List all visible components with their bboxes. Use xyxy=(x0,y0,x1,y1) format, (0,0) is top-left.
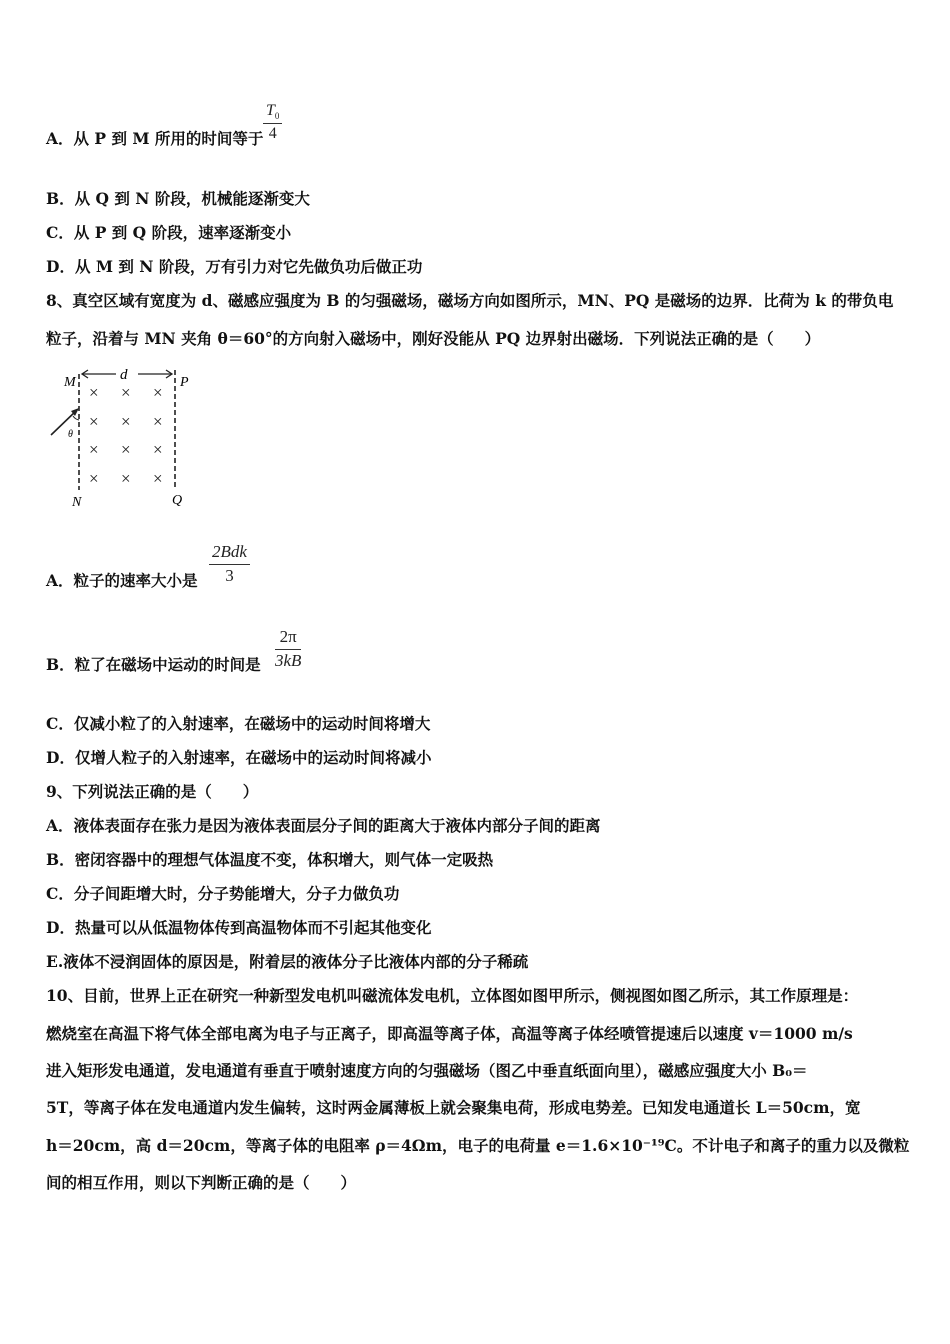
q8-magnetic-field-figure xyxy=(46,362,206,512)
cross-mark: × xyxy=(121,469,131,488)
q7-option-b: B．从 Q 到 N 阶段，机械能逐渐变大 xyxy=(46,189,310,208)
angle-arc xyxy=(73,416,79,420)
label-theta: θ xyxy=(68,429,73,440)
q8-option-a: A．粒子的速率大小是 xyxy=(46,571,198,590)
q9-stem: 9、下列说法正确的是（ ） xyxy=(46,782,259,801)
label-d: d xyxy=(120,367,128,383)
q7-option-a: A．从 P 到 M 所用的时间等于 xyxy=(46,129,264,148)
q8-option-c: C．仅减小粒了的入射速率，在磁场中的运动时间将增大 xyxy=(46,714,431,733)
cross-mark: × xyxy=(89,412,99,431)
q7-option-d: D．从 M 到 N 阶段，万有引力对它先做负功后做正功 xyxy=(46,257,423,276)
particle-path xyxy=(51,410,77,435)
q10-line3: 进入矩形发电通道，发电通道有垂直于喷射速度方向的匀强磁场（图乙中垂直纸面向里），磁感应强度大小 B₀＝ xyxy=(46,1061,808,1080)
q10-line4: 5T，等离子体在发电通道内发生偏转，这时两金属薄板上就会聚集电荷，形成电势差。已知发电通道长 L＝50cm，宽 xyxy=(46,1098,861,1117)
q8-option-b: B．粒了在磁场中运动的时间是 xyxy=(46,655,261,674)
cross-mark: × xyxy=(153,412,163,431)
q7-option-c: C．从 P 到 Q 阶段，速率逐渐变小 xyxy=(46,223,292,242)
cross-mark: × xyxy=(89,440,99,459)
q8-option-b-fraction xyxy=(275,627,301,671)
cross-mark: × xyxy=(89,469,99,488)
cross-mark: × xyxy=(153,383,163,402)
q8-option-a-fraction xyxy=(209,542,250,586)
q8-stem-line2: 粒子，沿着与 MN 夹角 θ＝60°的方向射入磁场中，刚好没能从 PQ 边界射出磁场．下列说法正确的是（ ） xyxy=(46,329,821,348)
label-p: P xyxy=(180,375,189,390)
fraction-numerator: 2π xyxy=(275,627,301,650)
cross-mark: × xyxy=(89,383,99,402)
label-m: M xyxy=(64,375,76,390)
fraction-denominator: 3 xyxy=(225,566,234,585)
fraction-denominator: 3kB xyxy=(275,651,302,670)
q10-line6: 间的相互作用，则以下判断正确的是（ ） xyxy=(46,1173,357,1192)
q7-option-a-fraction xyxy=(263,102,282,143)
q10-line5: h＝20cm，高 d＝20cm，等离子体的电阻率 ρ＝4Ωm，电子的电荷量 e＝1.6×10⁻¹⁹C。不计电子和离子的重力以及微粒 xyxy=(46,1136,910,1155)
field-crosses xyxy=(89,383,163,488)
fraction-numerator: $T_0$ xyxy=(263,102,282,124)
label-q: Q xyxy=(172,493,183,508)
q9-option-d: D．热量可以从低温物体传到高温物体而不引起其他变化 xyxy=(46,918,432,937)
q8-stem-line1: 8、真空区域有宽度为 d、磁感应强度为 B 的匀强磁场，磁场方向如图所示，MN、PQ 是磁场的边界．比荷为 k 的带负电 xyxy=(46,291,894,310)
q10-line1: 10、目前，世界上正在研究一种新型发电机叫磁流体发电机，立体图如图甲所示，侧视图如图乙所示，其工作原理是： xyxy=(46,986,859,1005)
cross-mark: × xyxy=(121,440,131,459)
cross-mark: × xyxy=(121,412,131,431)
cross-mark: × xyxy=(121,383,131,402)
q9-option-e: E.液体不浸润固体的原因是，附着层的液体分子比液体内部的分子稀疏 xyxy=(46,952,529,971)
q9-option-c: C．分子间距增大时，分子势能增大，分子力做负功 xyxy=(46,884,400,903)
q10-line2: 燃烧室在高温下将气体全部电离为电子与正离子，即高温等离子体，高温等离子体经喷管提速后以速度 v＝1000 m/s xyxy=(46,1024,853,1043)
fraction-denominator: 4 xyxy=(268,125,277,143)
q9-option-b: B．密闭容器中的理想气体温度不变，体积增大，则气体一定吸热 xyxy=(46,850,494,869)
q9-option-a: A．液体表面存在张力是因为液体表面层分子间的距离大于液体内部分子间的距离 xyxy=(46,816,601,835)
cross-mark: × xyxy=(153,469,163,488)
label-n: N xyxy=(72,495,82,510)
q8-option-d: D．仅增人粒子的入射速率，在磁场中的运动时间将减小 xyxy=(46,748,432,767)
fraction-numerator: 2Bdk xyxy=(209,542,250,565)
cross-mark: × xyxy=(153,440,163,459)
